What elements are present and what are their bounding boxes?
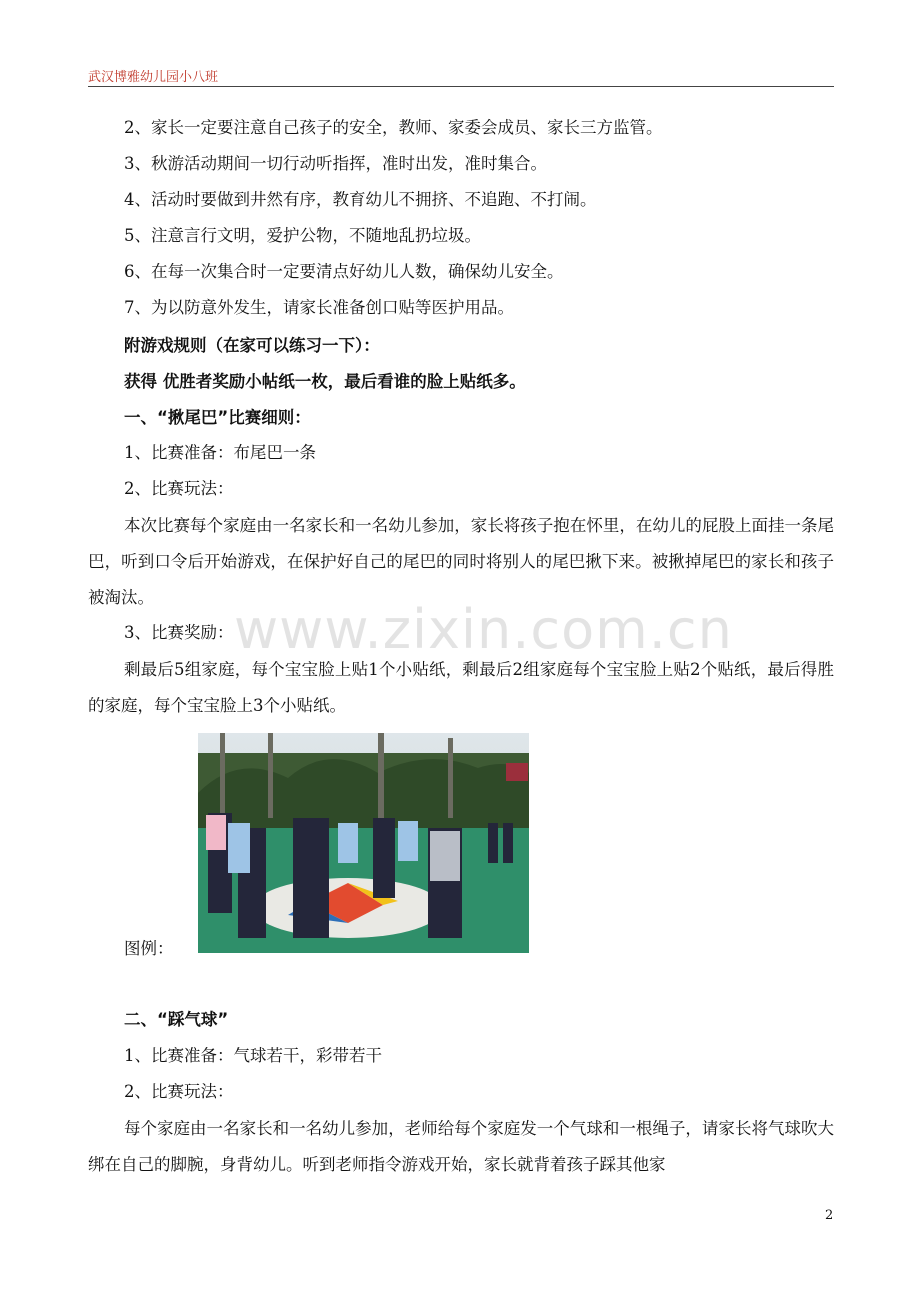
page-header [88,66,834,87]
figure-caption: 图例： [124,939,174,958]
game1-play-text: 本次比赛每个家庭由一名家长和一名幼儿参加，家长将孩子抱在怀里，在幼儿的屁股上面挂一条尾巴，听到口令后开始游戏，在保护好自己的尾巴的同时将别人的尾巴揪下来。被揪掉尾巴的家长和孩子被淘汰。 [88,516,834,607]
rule-item: 7、为以防意外发生，请家长准备创口贴等医护用品。 [124,298,514,317]
reward-note: 获得 优胜者奖励小帖纸一枚，最后看谁的脸上贴纸多。 [124,372,526,391]
rule-item: 2、家长一定要注意自己孩子的安全，教师、家委会成员、家长三方监管。 [124,118,663,137]
game1-play-label: 2、比赛玩法： [124,479,234,498]
game1-reward-label: 3、比赛奖励： [124,623,234,642]
rule-item: 3、秋游活动期间一切行动听指挥，准时出发，准时集合。 [124,154,547,173]
game1-title: 一、“揪尾巴”比赛细则： [124,408,311,427]
page-number: 2 [825,1208,834,1223]
game1-reward-text: 剩最后5组家庭，每个宝宝脸上贴1个小贴纸，剩最后2组家庭每个宝宝脸上贴2个贴纸，最后得胜的家庭，每个宝宝脸上3个小贴纸。 [88,660,834,715]
game2-title: 二、“踩气球” [124,1010,229,1029]
rule-item: 5、注意言行文明，爱护公物，不随地乱扔垃圾。 [124,226,481,245]
watermark: www.zixin.com.cn [234,598,733,661]
rule-item: 4、活动时要做到井然有序，教育幼儿不拥挤、不追跑、不打闹。 [124,190,597,209]
appendix-title: 附游戏规则（在家可以练习一下）： [124,336,380,355]
game1-prep: 1、比赛准备：布尾巴一条 [124,443,316,462]
game-photo [198,733,529,953]
rule-item: 6、在每一次集合时一定要清点好幼儿人数，确保幼儿安全。 [124,262,564,281]
game2-play-text: 每个家庭由一名家长和一名幼儿参加，老师给每个家庭发一个气球和一根绳子，请家长将气球吹大绑在自己的脚腕，身背幼儿。听到老师指令游戏开始，家长就背着孩子踩其他家 [88,1119,834,1174]
header-title: 武汉博雅幼儿园小八班 [88,70,219,85]
game2-prep: 1、比赛准备：气球若干，彩带若干 [124,1046,382,1065]
game2-play-label: 2、比赛玩法： [124,1082,234,1101]
